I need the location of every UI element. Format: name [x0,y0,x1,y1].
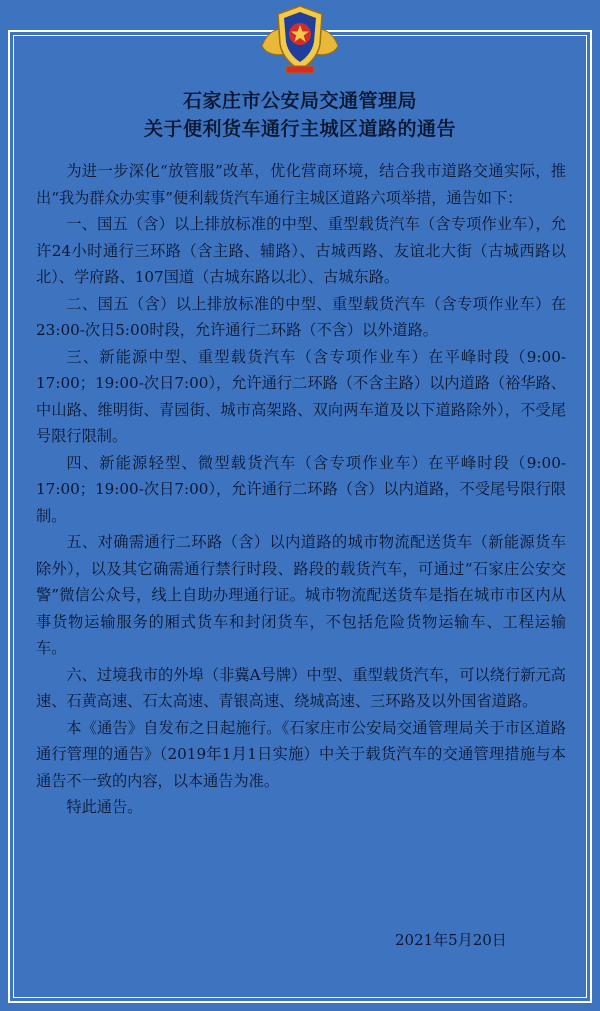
notice-title-line2: 关于便利货车通行主城区道路的通告 [143,118,456,140]
paragraph-item-5: 五、对确需通行二环路（含）以内道路的城市物流配送货车（新能源货车除外），以及其它确需通行禁行时段、路段的载货汽车，可通过“石家庄公安交警”微信公众号，线上自助办理通行证。城市物流配送货车是指在城市市区内从事货物运输服务的厢式货车和封闭货车，不包括危险货物运输车、工程运输车。 [36,533,566,657]
notice-title-line1: 石家庄市公安局交通管理局 [182,90,417,112]
notice-body [36,158,566,821]
paragraph-item-4: 四、新能源轻型、微型载货汽车（含专项作业车）在平峰时段（9:00-17:00；19:00-次日7:00），允许通行二环路（含）以内道路，不受尾号限行限制。 [36,453,566,525]
paragraph-item-1: 一、国五（含）以上排放标准的中型、重型载货汽车（含专项作业车），允许24小时通行三环路（含主路、辅路）、古城西路、友谊北大街（古城西路以北）、学府路、107国道（古城东路以北）、古城东路。 [36,215,566,286]
paragraph-closing: 特此通告。 [66,798,143,816]
notice-date: 2021年5月20日 [395,931,507,949]
paragraph-item-6: 六、过境我市的外埠（非冀A号牌）中型、重型载货汽车，可以绕行新元高速、石黄高速、石太高速、青银高速、绕城高速、三环路及以外国省道路。 [36,665,566,710]
paragraph-intro: 为进一步深化“放管服”改革，优化营商环境，结合我市道路交通实际，推出“我为群众办实事”便利载货汽车通行主城区道路六项举措，通告如下： [36,162,566,207]
paragraph-item-3: 三、新能源中型、重型载货汽车（含专项作业车）在平峰时段（9:00-17:00；19:00-次日7:00），允许通行二环路（不含主路）以内道路（裕华路、中山路、维明街、青园街、城市高架路、双向两车道及以下道路除外），不受尾号限行限制。 [36,347,566,445]
paragraph-effective: 本《通告》自发布之日起施行。《石家庄市公安局交通管理局关于市区道路通行管理的通告》（2019年1月1日实施）中关于载货汽车的交通管理措施与本通告不一致的内容，以本通告为准。 [36,718,566,790]
police-emblem-icon [258,0,342,80]
paragraph-item-2: 二、国五（含）以上排放标准的中型、重型载货汽车（含专项作业车）在23:00-次日5:00时段，允许通行二环路（不含）以外道路。 [36,294,566,339]
